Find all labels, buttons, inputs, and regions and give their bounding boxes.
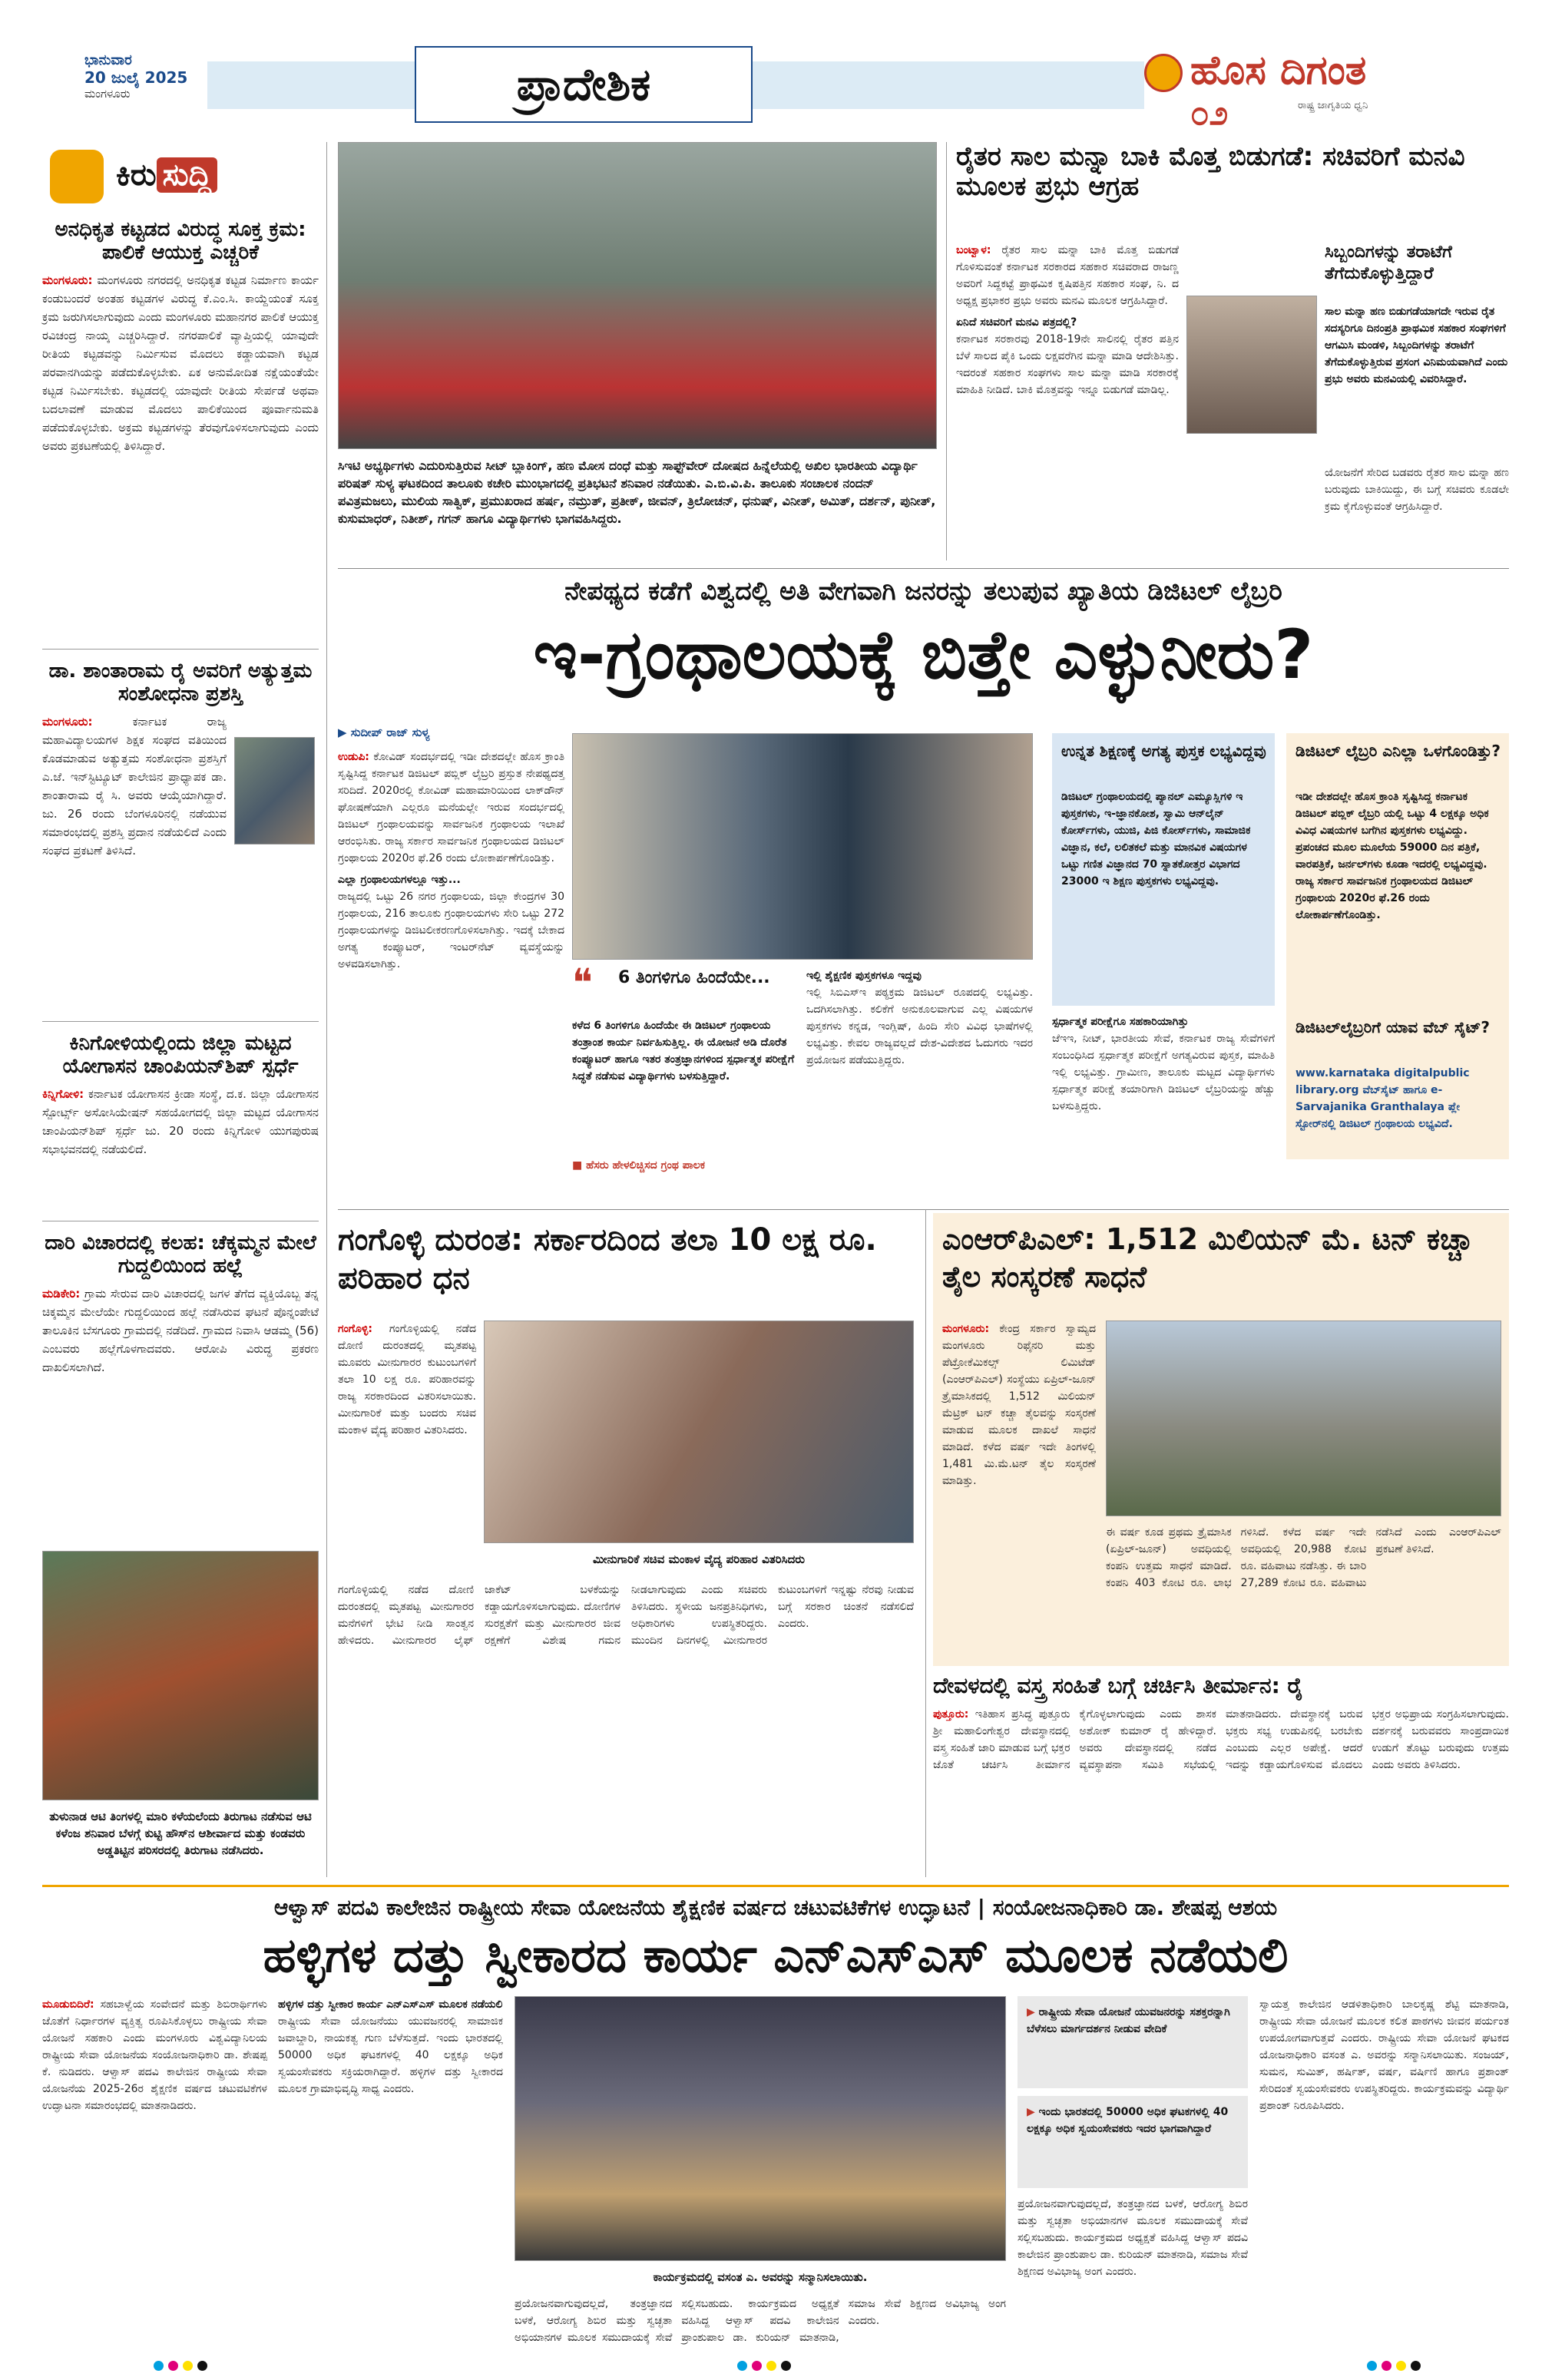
nss-fact-box-2 — [1018, 2096, 1248, 2188]
registration-marks-left — [154, 2361, 207, 2371]
library-box-3-body: www.karnataka digitalpublic library.org ವೆಬ್‌ಸೈಟ್ ಹಾಗೂ e-Sarvajanika Granthalaya ಪ್ಲೇ ಸ್ಟೋರ್‌ನಲ್ಲಿ ಡಿಜಿಟಲ್ ಗ್ರಂಥಾಲಯ ಲಭ್ಯವಿದೆ. — [1295, 1067, 1470, 1130]
reg-dot-magenta — [1382, 2361, 1391, 2371]
gangolli-rule — [925, 1209, 926, 1877]
library-kicker: ನೇಪಥ್ಯದ ಕಡೆಗೆ ವಿಶ್ವದಲ್ಲಿ ಅತಿ ವೇಗವಾಗಿ ಜನರನ್ನು ತಲುಪುವ ಖ್ಯಾತಿಯ ಡಿಜಿಟಲ್ ಲೈಬ್ರರಿ — [564, 576, 1282, 606]
library-headline: ಇ-ಗ್ರಂಥಾಲಯಕ್ಕೆ ಬಿತ್ತೇ ಎಳ್ಳುನೀರು? — [533, 615, 1314, 694]
nss-caption: ಕಾರ್ಯಕ್ರಮದಲ್ಲಿ ವಸಂತ ಎ. ಅವರನ್ನು ಸನ್ಮಾನಿಸಲಾಯಿತು. — [653, 2270, 868, 2284]
library-sub-2: ಇಲ್ಲಿ ಶೈಕ್ಷಣಿಕ ಪುಸ್ತಕಗಳೂ ಇದ್ದವು — [806, 970, 922, 982]
library-box-1-title: ಉನ್ನತ ಶಿಕ್ಷಣಕ್ಕೆ ಅಗತ್ಯ ಪುಸ್ತಕ ಲಭ್ಯವಿದ್ದವು — [1061, 742, 1266, 760]
brief-3-body — [42, 1085, 319, 1159]
brief-2 — [42, 660, 319, 860]
gangolli-text-1: ಗಂಗೊಳ್ಳಿಯಲ್ಲಿ ನಡೆದ ದೋಣಿ ದುರಂತದಲ್ಲಿ ಮೃತಪಟ್ಟ ಮೂವರು ಮೀನುಗಾರರ ಕುಟುಂಬಗಳಿಗೆ ತಲಾ 10 ಲಕ್ಷ ರೂ. ಪರಿಹಾರವನ್ನು ರಾಜ್ಯ ಸರಕಾರದಿಂದ ವಿತರಿಸಲಾಯಿತು. ಮೀನುಗಾರಿಕೆ ಮತ್ತು ಬಂದರು ಸಚಿವ ಮಂಕಾಳ ವೈದ್ಯ ಪರಿಹಾರ ವಿತರಿಸಿದರು. — [338, 1323, 476, 1436]
brief-3-dateline: ಕಿನ್ನಿಗೋಳಿ: — [42, 1086, 84, 1101]
registration-marks-mid — [737, 2361, 791, 2371]
masthead — [0, 0, 1542, 131]
gangolli-story — [338, 1221, 914, 1873]
brief-divider-1 — [42, 649, 319, 650]
registration-marks-right — [1367, 2361, 1421, 2371]
library-box-2-title: ಡಿಜಿಟಲ್ ಲೈಬ್ರರಿ ಎನಿಲ್ಲಾ ಒಳಗೊಂಡಿತ್ತು? — [1295, 742, 1501, 760]
gangolli-body-2: ಗಂಗೊಳ್ಳಿಯಲ್ಲಿ ನಡೆದ ದೋಣಿ ದುರಂತದಲ್ಲಿ ಮೃತಪಟ್ಟ ಮೀನುಗಾರರ ಮನೆಗಳಿಗೆ ಭೇಟಿ ನೀಡಿ ಸಾಂತ್ವನ ಹೇಳಿದರು. ಮೀನುಗಾರರ ಲೈಫ್ ಜಾಕೆಟ್ ಬಳಕೆಯನ್ನು ಕಡ್ಡಾಯಗೊಳಿಸಲಾಗುವುದು. ದೋಣಿಗಳ ಸುರಕ್ಷತೆಗೆ ಮತ್ತು ಮೀನುಗಾರರ ಜೀವ ರಕ್ಷಣೆಗೆ ವಿಶೇಷ ಗಮನ ನೀಡಲಾಗುವುದು ಎಂದು ಸಚಿವರು ತಿಳಿಸಿದರು. ಸ್ಥಳೀಯ ಜನಪ್ರತಿನಿಧಿಗಳು, ಅಧಿಕಾರಿಗಳು ಉಪಸ್ಥಿತರಿದ್ದರು. ಮುಂದಿನ ದಿನಗಳಲ್ಲಿ ಮೀನುಗಾರರ ಕುಟುಂಬಗಳಿಗೆ ಇನ್ನಷ್ಟು ನೆರವು ನೀಡುವ ಬಗ್ಗೆ ಸರಕಾರ ಚಿಂತನೆ ನಡೆಸಲಿದೆ ಎಂದರು. — [338, 1584, 914, 1647]
quote-icon: ❝ — [572, 960, 593, 1005]
gangolli-caption: ಮೀನುಗಾರಿಕೆ ಸಚಿವ ಮಂಕಾಳ ವೈದ್ಯ ಪರಿಹಾರ ವಿತರಿಸಿದರು — [593, 1552, 805, 1566]
farmer-loan-body — [956, 242, 1179, 398]
nss-fact-1: ▶ ರಾಷ್ಟ್ರೀಯ ಸೇವಾ ಯೋಜನೆ ಯುವಜನರನ್ನು ಸಶಕ್ತರನ್ನಾಗಿ ಬೆಳೆಸಲು ಮಾರ್ಗದರ್ಶನ ನೀಡುವ ವೇದಿಕೆ — [1027, 2006, 1230, 2035]
library-dateline: ಉಡುಪಿ: — [338, 751, 369, 763]
quote-body: ಕಳೆದ 6 ತಿಂಗಳಿಗೂ ಹಿಂದೆಯೇ ಈ ಡಿಜಿಟಲ್ ಗ್ರಂಥಾಲಯ ತಂತ್ರಾಂಶ ಕಾರ್ಯ ನಿರ್ವಹಿಸುತ್ತಿಲ್ಲ. ಈ ಯೋಜನೆ ಅಡಿ ದೊರೆತ ಕಂಪ್ಯೂಟರ್ ಹಾಗೂ ಇತರ ತಂತ್ರಜ್ಞಾನಗಳಿಂದ ಸ್ಪರ್ಧಾತ್ಮಕ ಪರೀಕ್ಷೆಗೆ ಸಿದ್ಧತೆ ನಡೆಸುವ ವಿದ್ಯಾರ್ಥಿಗಳು ಬಳಸುತ್ತಿದ್ದಾರೆ. — [572, 1020, 795, 1083]
farmer-loan-dateline: ಬಂಟ್ವಾಳ: — [956, 244, 991, 256]
kirusuddi-title-a: ಕಿರು — [116, 157, 157, 193]
library-col-4 — [1052, 1013, 1275, 1115]
masthead-date: 20 ಜುಲೈ 2025 — [84, 68, 188, 87]
temple-headline: ದೇವಳದಲ್ಲಿ ವಸ್ತ್ರ ಸಂಹಿತೆ ಬಗ್ಗೆ ಚರ್ಚಿಸಿ ತೀರ್ಮಾನ: ರೈ — [933, 1673, 1304, 1698]
reg-dot-yellow — [1396, 2361, 1406, 2371]
farmer-loan-story — [956, 142, 1509, 560]
mrpl-body-1 — [942, 1321, 1096, 1489]
tablet-library-photo — [572, 733, 1033, 960]
brief-2-portrait — [234, 737, 315, 845]
finger-icon — [50, 150, 104, 203]
brief-4-headline: ದಾರಿ ವಿಚಾರದಲ್ಲಿ ಕಲಹ: ಚೆಕ್ಕಮ್ಮನ ಮೇಲೆ ಗುದ್ದಲಿಯಿಂದ ಹಲ್ಲೆ — [45, 1231, 316, 1278]
library-box-1-body: ಡಿಜಿಟಲ್ ಗ್ರಂಥಾಲಯದಲ್ಲಿ ಪ್ಯಾನಲ್ ಎಮ್ಯೂಸ್ಲಿಗಳಿ ಇ ಪುಸ್ತಕಗಳು, ಇ-ಜ್ಞಾನಕೋಶ, ಸ್ವಾಮಿ ಆನ್‌ಲೈನ್ ಕೋರ್ಸ್‌ಗಳು, ಯುಜಿ, ಪಿಜಿ ಕೋರ್ಸ್‌ಗಳು, ಸಾಮಾಜಿಕ ವಿಜ್ಞಾನ, ಕಲೆ, ಲಲಿತಕಲೆ ಮತ್ತು ಮಾನವಿಕ ವಿಷಯಗಳ ಒಟ್ಟು ಗಣಿತ ವಿಜ್ಞಾನದ 70 ಸ್ನಾತಕೋತ್ತರ ವಿಭಾಗದ 23000 ಇ ಶಿಕ್ಷಣ ಪುಸ್ತಕಗಳು ಲಭ್ಯವಿದ್ದವು. — [1061, 791, 1251, 888]
brief-1 — [42, 219, 319, 455]
page-number: ೦೨ — [1190, 94, 1229, 133]
reg-dot-cyan — [1367, 2361, 1377, 2371]
nss-kicker: ಆಳ್ವಾಸ್ ಪದವಿ ಕಾಲೇಜಿನ ರಾಷ್ಟ್ರೀಯ ಸೇವಾ ಯೋಜನೆಯ ಶೈಕ್ಷಣಿಕ ವರ್ಷದ ಚಟುವಟಿಕೆಗಳ ಉದ್ಘಾಟನೆ | ಸಂಯೋಜನಾಧಿಕಾರಿ ಡಾ. ಶೇಷಪ್ಪ ಆಶಯ — [273, 1895, 1278, 1920]
temple-story — [933, 1674, 1509, 1877]
brief-1-headline: ಅನಧಿಕೃತ ಕಟ್ಟಡದ ವಿರುದ್ಧ ಸೂಕ್ತ ಕ್ರಮ: ಪಾಲಿಕೆ ಆಯುಕ್ತ ಎಚ್ಚರಿಕೆ — [55, 218, 306, 264]
section-title: ಪ್ರಾದೇಶಿಕ — [516, 58, 651, 111]
library-box-2-body: ಇಡೀ ದೇಶದಲ್ಲೇ ಹೊಸ ಕ್ರಾಂತಿ ಸೃಷ್ಟಿಸಿದ್ದ ಕರ್ನಾಟಕ ಡಿಜಿಟಲ್ ಪಬ್ಲಿಕ್ ಲೈಬ್ರರಿ ಯಲ್ಲಿ ಒಟ್ಟು 4 ಲಕ್ಷಕ್ಕೂ ಅಧಿಕ ವಿವಿಧ ವಿಷಯಗಳ ಬಗೆಗಿನ ಪುಸ್ತಕಗಳು ಲಭ್ಯವಿದ್ದು. ಪ್ರಪಂಚದ ಮೂಲ ಮೂಲೆಯ 59000 ದಿನ ಪತ್ರಿಕೆ, ವಾರಪತ್ರಿಕೆ, ಜರ್ನಲ್‌ಗಳು ಕೂಡಾ ಇದರಲ್ಲಿ ಲಭ್ಯವಿದ್ದವು. ರಾಜ್ಯ ಸರ್ಕಾರ ಸಾರ್ವಜನಿಕ ಗ್ರಂಥಾಲಯದ ಡಿಜಿಟಲ್ ಗ್ರಂಥಾಲಯ 2020ರ ಫೆ.26 ರಂದು ಲೋಕಾರ್ಪಣೆಗೊಂಡಿತ್ತು. — [1295, 791, 1489, 921]
left-column-rule — [326, 142, 327, 1877]
reg-dot-black — [1411, 2361, 1421, 2371]
nss-col-3: ಪ್ರಯೋಜನವಾಗುವುದಲ್ಲದೆ, ತಂತ್ರಜ್ಞಾನದ ಬಳಕೆ, ಆರೋಗ್ಯ ಶಿಬಿರ ಮತ್ತು ಸ್ವಚ್ಛತಾ ಅಭಿಯಾನಗಳ ಮೂಲಕ ಸಮುದಾಯಕ್ಕೆ ಸೇವೆ ಸಲ್ಲಿಸಬಹುದು. ಕಾರ್ಯಕ್ರಮದ ಅಧ್ಯಕ್ಷತೆ ವಹಿಸಿದ್ದ ಆಳ್ವಾಸ್ ಪದವಿ ಕಾಲೇಜಿನ ಪ್ರಾಂಶುಪಾಲ ಡಾ. ಕುರಿಯನ್ ಮಾತನಾಡಿ, ಸಮಾಜ ಸೇವೆ ಶಿಕ್ಷಣದ ಅವಿಭಾಜ್ಯ ಅಂಗ ಎಂದರು. — [1018, 2198, 1248, 2278]
brief-2-dateline: ಮಂಗಳೂರು: — [42, 714, 93, 729]
reg-dot-yellow — [183, 2361, 193, 2371]
aati-kalenja-photo — [42, 1551, 319, 1800]
quote-attr-text: ಹೆಸರು ಹೇಳಲಿಚ್ಚಿಸದ ಗ್ರಂಥ ಪಾಲಕ — [586, 1159, 706, 1172]
protest-rule — [946, 142, 947, 560]
brief-3-text: ಕರ್ನಾಟಕ ಯೋಗಾಸನ ಕ್ರೀಡಾ ಸಂಸ್ಥೆ, ದ.ಕ. ಜಿಲ್ಲಾ ಯೋಗಾಸನ ಸ್ಪೋರ್ಟ್ಸ್ ಅಸೋಸಿಯೇಷನ್ ಸಹಯೋಗದಲ್ಲಿ ಜಿಲ್ಲಾ ಮಟ್ಟದ ಯೋಗಾಸನ ಚಾಂಪಿಯನ್‌ಶಿಪ್ ಸ್ಪರ್ಧೆ ಜು. 20 ರಂದು ಕಿನ್ನಿಗೋಳಿ ಯುಗಪುರುಷ ಸಭಾಭವನದಲ್ಲಿ ನಡೆಯಲಿದೆ. — [42, 1086, 319, 1156]
reg-dot-yellow — [766, 2361, 776, 2371]
temple-body — [933, 1706, 1509, 1871]
nss-col-1 — [42, 1996, 503, 2349]
mrpl-body-2: ಈ ವರ್ಷ ಕೂಡ ಪ್ರಥಮ ತ್ರೈಮಾಸಿಕ (ಏಪ್ರಿಲ್-ಜೂನ್) ಅವಧಿಯಲ್ಲಿ ಕಂಪನಿ ಉತ್ತಮ ಸಾಧನೆ ಮಾಡಿದೆ. ಕಂಪನಿ 403 ಕೋಟಿ ರೂ. ಲಾಭ ಗಳಿಸಿದೆ. ಕಳೆದ ವರ್ಷ ಇದೇ ಅವಧಿಯಲ್ಲಿ 20,988 ಕೋಟಿ ರೂ. ವಹಿವಾಟು ನಡೆಸಿತ್ತು. ಈ ಬಾರಿ 27,289 ಕೋಟಿ ರೂ. ವಹಿವಾಟು ನಡೆಸಿದೆ ಎಂದು ಎಂಆರ್‌ಪಿಎಲ್ ಪ್ರಕಟಣೆ ತಿಳಿಸಿದೆ. — [1106, 1526, 1501, 1589]
protest-caption: ಸಿಇಟಿ ಅಭ್ಯರ್ಥಿಗಳು ಎದುರಿಸುತ್ತಿರುವ ಸೀಟ್ ಬ್ಲಾಕಿಂಗ್, ಹಣ ಮೋಸ ದಂಧೆ ಮತ್ತು ಸಾಫ್ಟ್‌ವೇರ್ ದೋಷದ ಹಿನ್ನೆಲೆಯಲ್ಲಿ ಅಖಿಲ ಭಾರತೀಯ ವಿದ್ಯಾರ್ಥಿ ಪರಿಷತ್ ಸುಳ್ಯ ಘಟಕದಿಂದ ತಾಲೂಕು ಕಚೇರಿ ಮುಂಭಾಗದಲ್ಲಿ ಪ್ರತಿಭಟನೆ ಶನಿವಾರ ನಡೆಯಿತು. ಎ.ಬಿ.ವಿ.ಪಿ. ತಾಲೂಕು ಸಂಚಾಲಕ ನಂದನ್ ಪವಿತ್ರಮಜಲು, ಮುಲಿಯ ಸಾತ್ವಿಕ್, ಪ್ರಮುಖರಾದ ಹರ್ಷ, ನಮ್ರುತ್, ಪ್ರತೀಕ್, ಜೀವನ್, ತ್ರಿಲೋಚನ್, ಧನುಷ್, ವಿನೀತ್, ಅಮಿತ್, ದರ್ಶನ್, ಪುನೀತ್, ಕುಸುಮಾಧರ್, ನಿತೀಶ್, ಗಗನ್ ಹಾಗೂ ವಿದ್ಯಾರ್ಥಿಗಳು ಭಾಗವಹಿಸಿದ್ದರು. — [338, 458, 936, 526]
library-box-3-title: ಡಿಜಿಟಲ್‌ಲೈಬ್ರರಿಗೆ ಯಾವ ವೆಬ್ ಸೈಟ್? — [1295, 1018, 1490, 1036]
mrpl-dateline: ಮಂಗಳೂರು: — [942, 1323, 990, 1335]
nss-top-rule — [42, 1885, 1509, 1887]
masthead-city: ಮಂಗಳೂರು — [84, 87, 131, 101]
mrpl-story — [933, 1213, 1509, 1666]
brand-tagline: ರಾಷ್ಟ್ರ ಜಾಗೃತಿಯ ಧ್ವನಿ — [1298, 100, 1368, 111]
nss-fact-box-1 — [1018, 1996, 1248, 2088]
gangolli-dateline: ಗಂಗೊಳ್ಳಿ: — [338, 1323, 372, 1335]
masthead-day: ಭಾನುವಾರ — [84, 52, 132, 68]
nss-dateline: ಮೂಡುಬಿದಿರೆ: — [42, 1998, 94, 2011]
quote-title: 6 ತಿಂಗಳಿಗೂ ಹಿಂದೆಯೇ... — [618, 968, 770, 987]
kirusuddi-title — [116, 157, 217, 193]
brief-1-dateline: ಮಂಗಳೂರು: — [42, 273, 93, 287]
aati-kalenja-caption: ತುಳುನಾಡ ಆಟಿ ತಿಂಗಳಲ್ಲಿ ಮಾರಿ ಕಳೆಯಲೆಂದು ತಿರುಗಾಟ ನಡೆಸುವ ಆಟಿ ಕಳೆಂಜ ಶನಿವಾರ ಬೆಳಗ್ಗೆ ಕುಟ್ಟಿ ಹೌಸ್‌ನ ಆಶೀರ್ವಾದ ಮತ್ತು ಕಂಡವರು ಅಡ್ಡತಿಟ್ಟಿನ ಪರಿಸರದಲ್ಲಿ ತಿರುಗಾಟ ನಡೆಸಿದರು. — [49, 1810, 312, 1857]
temple-text: ಇತಿಹಾಸ ಪ್ರಸಿದ್ಧ ಪುತ್ತೂರು ಶ್ರೀ ಮಹಾಲಿಂಗೇಶ್ವರ ದೇವಸ್ಥಾನದಲ್ಲಿ ವಸ್ತ್ರ ಸಂಹಿತೆ ಜಾರಿ ಮಾಡುವ ಬಗ್ಗೆ ಭಕ್ತರ ಜೊತೆ ಚರ್ಚಿಸಿ ತೀರ್ಮಾನ ಕೈಗೊಳ್ಳಲಾಗುವುದು ಎಂದು ಶಾಸಕ ಅಶೋಕ್ ಕುಮಾರ್ ರೈ ಹೇಳಿದ್ದಾರೆ. ಅವರು ದೇವಸ್ಥಾನದಲ್ಲಿ ನಡೆದ ವ್ಯವಸ್ಥಾಪನಾ ಸಮಿತಿ ಸಭೆಯಲ್ಲಿ ಮಾತನಾಡಿದರು. ದೇವಸ್ಥಾನಕ್ಕೆ ಬರುವ ಭಕ್ತರು ಸಭ್ಯ ಉಡುಪಿನಲ್ಲಿ ಬರಬೇಕು ಎಂಬುದು ಎಲ್ಲರ ಅಪೇಕ್ಷೆ. ಆದರೆ ಇದನ್ನು ಕಡ್ಡಾಯಗೊಳಿಸುವ ಮೊದಲು ಭಕ್ತರ ಅಭಿಪ್ರಾಯ ಸಂಗ್ರಹಿಸಲಾಗುವುದು. ದರ್ಶನಕ್ಕೆ ಬರುವವರು ಸಾಂಪ್ರದಾಯಿಕ ಉಡುಗೆ ತೊಟ್ಟು ಬರುವುದು ಉತ್ತಮ ಎಂದು ಅವರು ತಿಳಿಸಿದರು. — [933, 1708, 1509, 1772]
farmer-loan-boldbox: ಸಾಲ ಮನ್ನಾ ಹಣ ಬಿಡುಗಡೆಯಾಗದೇ ಇರುವ ರೈತ ಸದಸ್ಯರಿಗೂ ದಿನಂಪ್ರತಿ ಪ್ರಾಥಮಿಕ ಸಹಕಾರ ಸಂಘಗಳಿಗೆ ಆಗಮಿಸಿ ಮಂಡಳಿ, ಸಿಬ್ಬಂದಿಗಳನ್ನು ತರಾಟೆಗೆ ತೆಗೆದುಕೊಳ್ಳುತ್ತಿರುವ ಪ್ರಸಂಗ ವಿನಿಮಯವಾಗಿದೆ ಎಂದು ಪ್ರಭು ಅವರು ಮನವಿಯಲ್ಲಿ ವಿವರಿಸಿದ್ದಾರೆ. — [1325, 306, 1508, 385]
library-box-1 — [1052, 733, 1275, 1006]
farmer-loan-subhead: ಸಿಬ್ಬಂದಿಗಳನ್ನು ತರಾಟೆಗೆ ತೆಗೆದುಕೊಳ್ಳುತ್ತಿದ್ದಾರೆ — [1325, 243, 1452, 283]
brief-4-text: ಗ್ರಾಮ ಸೇರುವ ದಾರಿ ವಿಚಾರದಲ್ಲಿ ಜಗಳ ತೆಗೆದ ವ್ಯಕ್ತಿಯೊಬ್ಬ ತನ್ನ ಚಿಕ್ಕಮ್ಮನ ಮೇಲೆಯೇ ಗುದ್ದಲಿಯಿಂದ ಹಲ್ಲೆ ನಡೆಸಿರುವ ಘಟನೆ ಪೊನ್ನಂಪೇಟೆ ತಾಲೂಕಿನ ಬೆಸಗೂರು ಗ್ರಾಮದಲ್ಲಿ ನಡೆದಿದೆ. ಗ್ರಾಮದ ನಿವಾಸಿ ಆಡಮ್ಮ (56) ಎಂಬವರು ಹಲ್ಲೆಗೊಳಗಾದವರು. ಆರೋಪಿ ವಿರುದ್ಧ ಪ್ರಕರಣ ದಾಖಲಿಸಲಾಗಿದೆ. — [42, 1286, 319, 1374]
refinery-photo — [1106, 1321, 1501, 1516]
brief-2-body — [42, 712, 227, 860]
nss-fact-2: ▶ ಇಂದು ಭಾರತದಲ್ಲಿ 50000 ಅಧಿಕ ಘಟಕಗಳಲ್ಲಿ 40 ಲಕ್ಷಕ್ಕೂ ಅಧಿಕ ಸ್ವಯಂಸೇವಕರು ಇದರ ಭಾಗವಾಗಿದ್ದಾರೆ — [1027, 2106, 1229, 2135]
gangolli-body-1 — [338, 1321, 476, 1439]
brief-3 — [42, 1033, 319, 1159]
nss-col-4: ಸ್ವಾಯತ್ತ ಕಾಲೇಜಿನ ಆಡಳಿತಾಧಿಕಾರಿ ಬಾಲಕೃಷ್ಣ ಶೆಟ್ಟಿ ಮಾತನಾಡಿ, ರಾಷ್ಟ್ರೀಯ ಸೇವಾ ಯೋಜನೆ ಮೂಲಕ ಕಲಿತ ಪಾಠಗಳು ಜೀವನ ಪರ್ಯಂತ ಉಪಯೋಗವಾಗುತ್ತವೆ ಎಂದರು. ರಾಷ್ಟ್ರೀಯ ಸೇವಾ ಯೋಜನೆ ಘಟಕದ ಯೋಜನಾಧಿಕಾರಿ ವಸಂತ ಎ. ಅವರನ್ನು ಸನ್ಮಾನಿಸಲಾಯಿತು. ಸಂಜಯ್, ಸುಮನ, ಸುಮಿತ್, ಹರ್ಷಿತ್, ವರ್ಷ, ವರ್ಷಿಣಿ ಹಾಗೂ ಪ್ರಶಾಂತ್ ಸೇರಿದಂತೆ ಸ್ವಯಂಸೇವಕರು ಉಪಸ್ಥಿತರಿದ್ದರು. ಕಾರ್ಯಕ್ರಮವನ್ನು ವಿದ್ಯಾರ್ಥಿ ಪ್ರಶಾಂತ್ ನಿರೂಪಿಸಿದರು. — [1259, 1998, 1509, 2112]
gangolli-headline: ಗಂಗೊಳ್ಳಿ ದುರಂತ: ಸರ್ಕಾರದಿಂದ ತಲಾ 10 ಲಕ್ಷ ರೂ. ಪರಿಹಾರ ಧನ — [338, 1222, 877, 1296]
farmer-loan-text: ರೈತರ ಸಾಲ ಮನ್ನಾ ಬಾಕಿ ಮೊತ್ತ ಬಿಡುಗಡೆ ಗೊಳಿಸುವಂತೆ ಕರ್ನಾಟಕ ಸರಕಾರದ ಸಹಕಾರ ಸಚಿವರಾದ ರಾಜಣ್ಣ ಅವರಿಗೆ ಸಿದ್ದಕಟ್ಟೆ ಪ್ರಾಥಮಿಕ ಕೃಷಿಪತ್ತಿನ ಸಹಕಾರ ಸಂಘ, ನಿ. ದ ಅಧ್ಯಕ್ಷ ಪ್ರಭಾಕರ ಪ್ರಭು ಅವರು ಮನವಿ ಮೂಲಕ ಆಗ್ರಹಿಸಿದ್ದಾರೆ. — [956, 244, 1180, 307]
kirusuddi-title-b: ಸುದ್ದಿ — [157, 157, 217, 193]
quote-attribution: ■ ಹೆಸರು ಹೇಳಲಿಚ್ಚಿಸದ ಗ್ರಂಥ ಪಾಲಕ — [572, 1159, 706, 1172]
brief-1-body — [42, 271, 319, 455]
brief-2-text: ಕರ್ನಾಟಕ ರಾಜ್ಯ ಮಹಾವಿದ್ಯಾಲಯಗಳ ಶಿಕ್ಷಕ ಸಂಘದ ವತಿಯಿಂದ ಕೊಡಮಾಡುವ ಅತ್ಯುತ್ತಮ ಸಂಶೋಧನಾ ಪ್ರಶಸ್ತಿಗೆ ಎ.ಜೆ. ಇನ್‌ಸ್ಟಿಟ್ಯೂಟ್ ಕಾಲೇಜಿನ ಪ್ರಾಧ್ಯಾಪಕ ಡಾ. ಶಾಂತಾರಾಮ ರೈ ಸಿ. ಅವರು ಆಯ್ಕೆಯಾಗಿದ್ದಾರೆ. ಜು. 26 ರಂದು ಬೆಂಗಳೂರಿನಲ್ಲಿ ನಡೆಯುವ ಸಮಾರಂಭದಲ್ಲಿ ಪ್ರಶಸ್ತಿ ಪ್ರದಾನ ನಡೆಯಲಿದೆ ಎಂದು ಸಂಘದ ಪ್ರಕಟಣೆ ತಿಳಿಸಿದೆ. — [42, 714, 227, 858]
kirusuddi-column — [42, 142, 319, 1877]
library-body-2: ರಾಜ್ಯದಲ್ಲಿ ಒಟ್ಟು 26 ನಗರ ಗ್ರಂಥಾಲಯ, ಜಿಲ್ಲಾ ಕೇಂದ್ರಗಳ 30 ಗ್ರಂಥಾಲಯ, 216 ತಾಲೂಕು ಗ್ರಂಥಾಲಯಗಳು ಸೇರಿ ಒಟ್ಟು 272 ಗ್ರಂಥಾಲಯಗಳನ್ನು ಡಿಜಿಟಲೀಕರಣಗೊಳಿಸಲಾಗಿತ್ತು. ಇದಕ್ಕೆ ಬೇಕಾದ ಅಗತ್ಯ ಕಂಪ್ಯೂಟರ್, ಇಂಟರ್‌ನೆಟ್ ವ್ಯವಸ್ಥೆಯನ್ನು ಅಳವಡಿಸಲಾಗಿತ್ತು. — [338, 891, 564, 970]
farmer-loan-headline: ರೈತರ ಸಾಲ ಮನ್ನಾ ಬಾಕಿ ಮೊತ್ತ ಬಿಡುಗಡೆ: ಸಚಿವರಿಗೆ ಮನವಿ ಮೂಲಕ ಪ್ರಭು ಆಗ್ರಹ — [956, 141, 1465, 203]
nss-body-1: ಸಹಬಾಳ್ವೆಯ ಸಂವೇದನೆ ಮತ್ತು ಶಿಬಿರಾರ್ಥಿಗಳು ಜೊತೆಗೆ ನಿರ್ಧಾರಗಳ ವ್ಯಕ್ತಿತ್ವ ರೂಪಿಸಿಕೊಳ್ಳಲು ರಾಷ್ಟ್ರೀಯ ಸೇವಾ ಯೋಜನೆ ಸಹಕಾರಿ ಎಂದು ಮಂಗಳೂರು ವಿಶ್ವವಿದ್ಯಾನಿಲಯ ರಾಷ್ಟ್ರೀಯ ಸೇವಾ ಯೋಜನೆಯ ಸಂಯೋಜನಾಧಿಕಾರಿ ಡಾ. ಶೇಷಪ್ಪ ಕೆ. ನುಡಿದರು. ಆಳ್ವಾಸ್ ಪದವಿ ಕಾಲೇಜಿನ ರಾಷ್ಟ್ರೀಯ ಸೇವಾ ಯೋಜನೆಯ 2025-26ರ ಶೈಕ್ಷಣಿಕ ವರ್ಷದ ಚಟುವಟಿಕೆಗಳ ಉದ್ಘಾಟನಾ ಸಮಾರಂಭದಲ್ಲಿ ಮಾತನಾಡಿದರು. — [42, 1998, 268, 2112]
brief-divider-2 — [42, 1021, 319, 1022]
mrpl-text-1: ಕೇಂದ್ರ ಸರ್ಕಾರ ಸ್ವಾಮ್ಯದ ಮಂಗಳೂರು ರಿಫೈನರಿ ಮತ್ತು ಪೆಟ್ರೋಕೆಮಿಕಲ್ಸ್ ಲಿಮಿಟೆಡ್ (ಎಂಆರ್‌ಪಿಎಲ್) ಸಂಸ್ಥೆಯು ಏಪ್ರಿಲ್-ಜೂನ್ ತ್ರೈಮಾಸಿಕದಲ್ಲಿ 1,512 ಮಿಲಿಯನ್ ಮೆಟ್ರಿಕ್ ಟನ್ ಕಚ್ಚಾ ತೈಲವನ್ನು ಸಂಸ್ಕರಣೆ ಮಾಡುವ ಮೂಲಕ ದಾಖಲೆ ಸಾಧನೆ ಮಾಡಿದೆ. ಕಳೆದ ವರ್ಷ ಇದೇ ತಿಂಗಳಲ್ಲಿ 1,481 ಮಿ.ಮೆ.ಟನ್ ತೈಲ ಸಂಸ್ಕರಣೆ ಮಾಡಿತ್ತು. — [942, 1323, 1096, 1487]
nss-fact-2-text: ಇಂದು ಭಾರತದಲ್ಲಿ 50000 ಅಧಿಕ ಘಟಕಗಳಲ್ಲಿ 40 ಲಕ್ಷಕ್ಕೂ ಅಧಿಕ ಸ್ವಯಂಸೇವಕರು ಇದರ ಭಾಗವಾಗಿದ್ದಾರೆ — [1027, 2106, 1229, 2135]
nss-sub-1: ಹಳ್ಳಿಗಳ ದತ್ತು ಸ್ವೀಕಾರ ಕಾರ್ಯ ಎನ್‌ಎಸ್‌ಎಸ್ ಮೂಲಕ ನಡೆಯಲಿ — [278, 1998, 503, 2011]
nss-photo — [515, 1996, 1006, 2261]
brief-1-text: ಮಂಗಳೂರು ನಗರದಲ್ಲಿ ಅನಧಿಕೃತ ಕಟ್ಟಡ ನಿರ್ಮಾಣ ಕಾರ್ಯ ಕಂಡುಬಂದರೆ ಅಂತಹ ಕಟ್ಟಡಗಳ ವಿರುದ್ಧ ಕೆ.ಎಂ.ಸಿ. ಕಾಯ್ದೆಯಂತೆ ಸೂಕ್ತ ಕ್ರಮ ಜರುಗಿಸಲಾಗುವುದು ಎಂದು ಮಂಗಳೂರು ಮಹಾನಗರ ಪಾಲಿಕೆ ಆಯುಕ್ತ ರವಿಚಂದ್ರ ನಾಯ್ಕ ಎಚ್ಚರಿಸಿದ್ದಾರೆ. ನಗರಪಾಲಿಕೆ ವ್ಯಾಪ್ತಿಯಲ್ಲಿ ಯಾವುದೇ ರೀತಿಯ ಕಟ್ಟಡವನ್ನು ನಿರ್ಮಿಸುವ ಮೊದಲು ಕಡ್ಡಾಯವಾಗಿ ಕಟ್ಟಡ ಪರವಾನಗಿಯನ್ನು ಪಡೆದುಕೊಳ್ಳಬೇಕು. ಏಕ ಅನುಮೋದಿತ ನಕ್ಷೆಯಂತೆಯೇ ಕಟ್ಟಡ ನಿರ್ಮಿಸಬೇಕು. ಕಟ್ಟಡದಲ್ಲಿ ಯಾವುದೇ ರೀತಿಯ ಸೇರ್ಪಡೆ ಅಥವಾ ಬದಲಾವಣೆ ಮಾಡುವ ಮೊದಲು ಪಾಲಿಕೆಯಿಂದ ಪೂರ್ವಾನುಮತಿ ಪಡೆದುಕೊಳ್ಳಬೇಕು. ಅಕ್ರಮ ಕಟ್ಟಡಗಳನ್ನು ತೆರವುಗೊಳಿಸಲಾಗುವುದು ಎಂದು ಅವರು ಪ್ರಕಟಣೆಯಲ್ಲಿ ತಿಳಿಸಿದ್ದಾರೆ. — [42, 273, 319, 453]
reg-dot-cyan — [737, 2361, 747, 2371]
brief-4 — [42, 1232, 319, 1377]
mrpl-headline: ಎಂಆರ್‌ಪಿಎಲ್: 1,512 ಮಿಲಿಯನ್ ಮೆ. ಟನ್ ಕಚ್ಚಾ ತೈಲ ಸಂಸ್ಕರಣೆ ಸಾಧನೆ — [942, 1222, 1474, 1294]
reg-dot-black — [197, 2361, 207, 2371]
reg-dot-magenta — [752, 2361, 762, 2371]
dateline-block — [84, 52, 207, 101]
farmer-loan-body-3: ಯೋಜನೆಗೆ ಸೇರಿದ ಬಡವರು ರೈತರ ಸಾಲ ಮನ್ನಾ ಹಣ ಬರುವುದು ಬಾಕಿಯಿದ್ದು, ಈ ಬಗ್ಗೆ ಸಚಿವರು ಕೂಡಲೇ ಕ್ರಮ ಕೈಗೊಳ್ಳುವಂತೆ ಆಗ್ರಹಿಸಿದ್ದಾರೆ. — [1325, 467, 1509, 513]
kirusuddi-label — [42, 142, 319, 211]
library-body-4: ಜೆಇಇ, ನೀಟ್, ಭಾರತೀಯ ಸೇವೆ, ಕರ್ನಾಟಕ ರಾಜ್ಯ ಸೇವೆಗಳಿಗೆ ಸಂಬಂಧಿಸಿದ ಸ್ಪರ್ಧಾತ್ಮಕ ಪರೀಕ್ಷೆಗೆ ಅಗತ್ಯವಿರುವ ಪುಸ್ತಕ, ಮಾಹಿತಿ ಇಲ್ಲಿ ಲಭ್ಯವಿತ್ತು. ಗ್ರಾಮೀಣ, ತಾಲೂಕು ಮಟ್ಟದ ವಿದ್ಯಾರ್ಥಿಗಳು ಸ್ಪರ್ಧಾತ್ಮಕ ಪರೀಕ್ಷೆ ತಯಾರಿಗಾಗಿ ಡಿಜಿಟಲ್ ಲೈಬ್ರರಿಯನ್ನು ಹೆಚ್ಚು ಬಳಸುತ್ತಿದ್ದರು. — [1052, 1033, 1275, 1112]
library-sub-3: ಸ್ಪರ್ಧಾತ್ಮಕ ಪರೀಕ್ಷೆಗೂ ಸಹಕಾರಿಯಾಗಿತ್ತು — [1052, 1016, 1189, 1028]
protest-photo — [338, 142, 937, 449]
brief-4-dateline: ಮಡಿಕೇರಿ: — [42, 1286, 81, 1301]
nss-under-photo: ಪ್ರಯೋಜನವಾಗುವುದಲ್ಲದೆ, ತಂತ್ರಜ್ಞಾನದ ಬಳಕೆ, ಆರೋಗ್ಯ ಶಿಬಿರ ಮತ್ತು ಸ್ವಚ್ಛತಾ ಅಭಿಯಾನಗಳ ಮೂಲಕ ಸಮುದಾಯಕ್ಕೆ ಸೇವೆ ಸಲ್ಲಿಸಬಹುದು. ಕಾರ್ಯಕ್ರಮದ ಅಧ್ಯಕ್ಷತೆ ವಹಿಸಿದ್ದ ಆಳ್ವಾಸ್ ಪದವಿ ಕಾಲೇಜಿನ ಪ್ರಾಂಶುಪಾಲ ಡಾ. ಕುರಿಯನ್ ಮಾತನಾಡಿ, ಸಮಾಜ ಸೇವೆ ಶಿಕ್ಷಣದ ಅವಿಭಾಜ್ಯ ಅಂಗ ಎಂದರು. — [515, 2298, 1006, 2344]
gangolli-photo — [484, 1321, 914, 1543]
brief-3-headline: ಕಿನಿಗೋಳಿಯಲ್ಲಿಂದು ಜಿಲ್ಲಾ ಮಟ್ಟದ ಯೋಗಾಸನ ಚಾಂಪಿಯನ್‌ಶಿಪ್ ಸ್ಪರ್ಧೆ — [62, 1032, 299, 1078]
library-body-1: ಕೋವಿಡ್ ಸಂದರ್ಭದಲ್ಲಿ ಇಡೀ ದೇಶದಲ್ಲೇ ಹೊಸ ಕ್ರಾಂತಿ ಸೃಷ್ಟಿಸಿದ್ದ ಕರ್ನಾಟಕ ಡಿಜಿಟಲ್ ಪಬ್ಲಿಕ್ ಲೈಬ್ರರಿ ಪ್ರಸ್ತುತ ನೇಪಥ್ಯದತ್ತ ಸರಿದಿದೆ. 2020ರಲ್ಲಿ ಕೋವಿಡ್ ಮಹಾಮಾರಿಯಿಂದ ಲಾಕ್‌ಡೌನ್ ಘೋಷಣೆಯಾಗಿ ಎಲ್ಲರೂ ಮನೆಯಲ್ಲೇ ಇರುವ ಸಂದರ್ಭದಲ್ಲಿ ಡಿಜಿಟಲ್ ಗ್ರಂಥಾಲಯವನ್ನು ಸಾರ್ವಜನಿಕ ಗ್ರಂಥಾಲಯ ಇಲಾಖೆ ಆರಂಭಿಸಿತು. ರಾಜ್ಯ ಸರ್ಕಾರ ಸಾರ್ವಜನಿಕ ಗ್ರಂಥಾಲಯದ ಡಿಜಿಟಲ್ ಗ್ರಂಥಾಲಯ 2020ರ ಫೆ.26 ರಂದು ಲೋಕಾರ್ಪಣೆಗೊಂಡಿತ್ತು. — [338, 751, 564, 864]
nss-headline: ಹಳ್ಳಿಗಳ ದತ್ತು ಸ್ವೀಕಾರದ ಕಾರ್ಯ ಎನ್‌ಎಸ್‌ಎಸ್ ಮೂಲಕ ನಡೆಯಲಿ — [263, 1927, 1289, 1983]
library-col-3 — [806, 967, 1033, 1069]
brand-block — [1144, 46, 1520, 131]
reg-dot-cyan — [154, 2361, 164, 2371]
reg-dot-black — [781, 2361, 791, 2371]
library-byline: ▶ ಸುದೀಪ್ ರಾಜ್ ಸುಳ್ಯ — [338, 726, 430, 739]
library-col-1 — [338, 749, 564, 973]
farmer-loan-question: ಏನಿದೆ ಸಚಿವರಿಗೆ ಮನವಿ ಪತ್ರದಲ್ಲಿ? — [956, 316, 1077, 329]
prabhu-portrait — [1186, 296, 1317, 434]
brief-2-headline: ಡಾ. ಶಾಂತಾರಾಮ ರೈ ಅವರಿಗೆ ಅತ್ಯುತ್ತಮ ಸಂಶೋಧನಾ ಪ್ರಶಸ್ತಿ — [48, 659, 313, 706]
farmer-loan-text-2: ಕರ್ನಾಟಕ ಸರಕಾರವು 2018-19ನೇ ಸಾಲಿನಲ್ಲಿ ರೈತರ ಪತ್ತಿನ ಬೆಳೆ ಸಾಲದ ಪೈಕಿ ಒಂದು ಲಕ್ಷವರೆಗಿನ ಮನ್ನಾ ಮಾಡಿ ಆದೇಶಿಸಿತ್ತು. ಇದರಂತೆ ಸಹಕಾರ ಸಂಘಗಳು ಸಾಲ ಮನ್ನಾ ಮಾಡಿ ಸರಕಾರಕ್ಕೆ ಮಾಹಿತಿ ನೀಡಿದೆ. ಬಾಕಿ ಮೊತ್ತವನ್ನು ಇನ್ನೂ ಬಿಡುಗಡೆ ಮಾಡಿಲ್ಲ. — [956, 333, 1179, 396]
library-sub-1: ಎಲ್ಲಾ ಗ್ರಂಥಾಲಯಗಳಲ್ಲೂ ಇತ್ತು... — [338, 874, 461, 886]
nss-fact-1-text: ರಾಷ್ಟ್ರೀಯ ಸೇವಾ ಯೋಜನೆ ಯುವಜನರನ್ನು ಸಶಕ್ತರನ್ನಾಗಿ ಬೆಳೆಸಲು ಮಾರ್ಗದರ್ಶನ ನೀಡುವ ವೇದಿಕೆ — [1027, 2006, 1230, 2035]
section-title-box — [415, 46, 753, 123]
library-quote-box — [572, 960, 799, 1198]
library-byline-name: ಸುದೀಪ್ ರಾಜ್ ಸುಳ್ಯ — [350, 726, 430, 739]
nss-body-2: ರಾಷ್ಟ್ರೀಯ ಸೇವಾ ಯೋಜನೆಯು ಯುವಜನರಲ್ಲಿ ಸಾಮಾಜಿಕ ಜವಾಬ್ದಾರಿ, ನಾಯಕತ್ವ ಗುಣ ಬೆಳೆಸುತ್ತದೆ. ಇಂದು ಭಾರತದಲ್ಲಿ 50000 ಅಧಿಕ ಘಟಕಗಳಲ್ಲಿ 40 ಲಕ್ಷಕ್ಕೂ ಅಧಿಕ ಸ್ವಯಂಸೇವಕರು ಸಕ್ರಿಯರಾಗಿದ್ದಾರೆ. ಹಳ್ಳಿಗಳ ದತ್ತು ಸ್ವೀಕಾರದ ಮೂಲಕ ಗ್ರಾಮಾಭಿವೃದ್ಧಿ ಸಾಧ್ಯ ಎಂದರು. — [278, 2015, 503, 2095]
gangolli-top-rule — [338, 1209, 1509, 1210]
brand-logo-icon — [1144, 54, 1183, 92]
library-body-3: ಇಲ್ಲಿ ಸಿಬಿಎಸ್‌ಇ ಪಠ್ಯಕ್ರಮ ಡಿಜಿಟಲ್ ರೂಪದಲ್ಲಿ ಲಭ್ಯವಿತ್ತು. ಒದಗಿಸಲಾಗಿತ್ತು. ಕಲಿಕೆಗೆ ಅನುಕೂಲವಾಗುವ ಎಲ್ಲ ವಿಷಯಗಳ ಪುಸ್ತಕಗಳು ಕನ್ನಡ, ಇಂಗ್ಲಿಷ್, ಹಿಂದಿ ಸೇರಿ ವಿವಿಧ ಭಾಷೆಗಳಲ್ಲಿ ಲಭ್ಯವಿತ್ತು. ಕೇವಲ ರಾಜ್ಯವಲ್ಲದೆ ದೇಶ-ವಿದೇಶದ ಓದುಗರು ಇದರ ಪ್ರಯೋಜನ ಪಡೆಯುತ್ತಿದ್ದರು. — [806, 987, 1033, 1066]
library-top-rule — [338, 568, 1509, 569]
reg-dot-magenta — [168, 2361, 178, 2371]
brand-name: ಹೊಸ ದಿಗಂತ — [1190, 48, 1367, 94]
library-box-2 — [1286, 733, 1509, 1159]
brief-4-body — [42, 1284, 319, 1377]
temple-dateline: ಪುತ್ತೂರು: — [933, 1708, 969, 1721]
